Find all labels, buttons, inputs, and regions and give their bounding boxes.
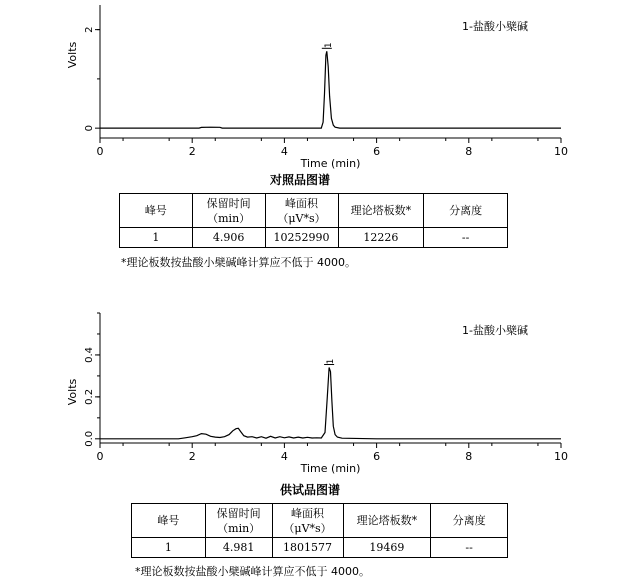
- x-tick-label: 0: [96, 450, 104, 463]
- peak-number-label: 1: [326, 358, 337, 365]
- cell-peak-area: 1801577: [272, 538, 343, 558]
- reference-chart-title: 对照品图谱: [269, 173, 330, 187]
- cell-resolution: --: [431, 538, 508, 558]
- y-axis-title: Volts: [66, 41, 79, 69]
- x-tick-label: 6: [373, 145, 381, 158]
- x-tick-label: 4: [280, 145, 288, 158]
- compound-legend-label: 1-盐酸小檗碱: [462, 20, 528, 33]
- sample-chart-title: 供试品图谱: [279, 483, 340, 497]
- header-theoretical-plates: 理论塔板数*: [343, 504, 431, 538]
- compound-legend-label: 1-盐酸小檗碱: [462, 324, 528, 337]
- header-peak-no: 峰号: [132, 504, 206, 538]
- y-tick-label: 2: [84, 26, 95, 33]
- sample-footnote: *理论板数按盐酸小檗碱峰计算应不低于 4000。: [135, 565, 370, 578]
- chromatogram-series-line: [100, 51, 561, 128]
- x-tick-label: 4: [280, 450, 288, 463]
- cell-theoretical-plates: 19469: [343, 538, 431, 558]
- x-tick-label: 6: [373, 450, 381, 463]
- sample-chromatogram-chart: [0, 295, 630, 485]
- cell-peak-area: 10252990: [265, 228, 338, 248]
- cell-theoretical-plates: 12226: [338, 228, 424, 248]
- cell-retention-time: 4.981: [205, 538, 272, 558]
- x-tick-label: 10: [554, 450, 568, 463]
- header-theoretical-plates: 理论塔板数*: [338, 194, 424, 228]
- peak-number-label: 1: [323, 42, 334, 49]
- y-tick-label: 0.0: [84, 430, 95, 447]
- chromatogram-series-line: [100, 368, 561, 439]
- header-retention-time: 保留时间 （min）: [205, 504, 272, 538]
- header-resolution: 分离度: [431, 504, 508, 538]
- x-tick-label: 2: [188, 450, 196, 463]
- x-axis-title: Time (min): [300, 157, 361, 170]
- reference-peak-table: [119, 193, 508, 248]
- y-tick-label: 0: [84, 124, 95, 132]
- header-retention-time: 保留时间 （min）: [192, 194, 265, 228]
- y-tick-label: 0.4: [84, 346, 95, 363]
- table-header-row: [120, 194, 508, 228]
- reference-chromatogram-chart: [0, 0, 630, 170]
- x-tick-label: 2: [188, 145, 196, 158]
- header-peak-area: 峰面积 （μV*s）: [272, 504, 343, 538]
- y-tick-label: 0.2: [84, 388, 95, 405]
- header-peak-area: 峰面积 （μV*s）: [265, 194, 338, 228]
- cell-retention-time: 4.906: [192, 228, 265, 248]
- reference-footnote: *理论板数按盐酸小檗碱峰计算应不低于 4000。: [121, 256, 356, 269]
- x-tick-label: 10: [554, 145, 568, 158]
- x-tick-label: 8: [465, 145, 473, 158]
- table-header-row: [132, 504, 508, 538]
- table-row: [132, 538, 508, 558]
- x-tick-label: 0: [96, 145, 104, 158]
- cell-peak-no: 1: [132, 538, 206, 558]
- y-axis-title: Volts: [66, 378, 79, 406]
- x-tick-label: 8: [465, 450, 473, 463]
- sample-peak-table: [131, 503, 508, 558]
- table-row: [120, 228, 508, 248]
- header-resolution: 分离度: [424, 194, 508, 228]
- x-axis-title: Time (min): [300, 462, 361, 475]
- header-peak-no: 峰号: [120, 194, 193, 228]
- cell-resolution: --: [424, 228, 508, 248]
- cell-peak-no: 1: [120, 228, 193, 248]
